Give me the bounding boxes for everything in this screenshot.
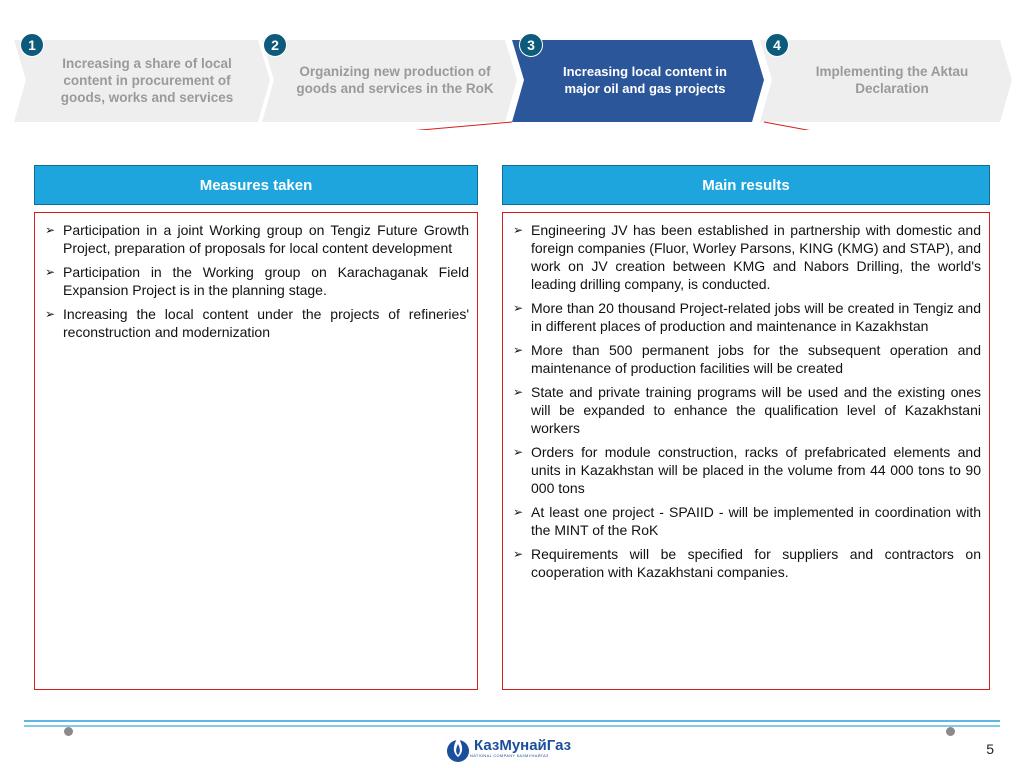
connector-line-right xyxy=(764,122,990,130)
arrow-bullet-icon: ➢ xyxy=(513,223,524,237)
arrow-bullet-icon: ➢ xyxy=(513,301,524,315)
results-header: Main results xyxy=(502,165,990,205)
footer-dot-left xyxy=(64,727,73,736)
results-item: ➢ Orders for module construction, racks of prefabricated elements and units in Kazakhstan will be placed in the volume from 44 000 tons to 90 000 tons xyxy=(513,444,981,496)
arrow-bullet-icon: ➢ xyxy=(45,307,56,321)
step-4-label: Implementing the Aktau Declaration xyxy=(815,64,969,96)
step-2-badge: 2 xyxy=(263,33,287,57)
measures-item: ➢ Participation in a joint Working group on Tengiz Future Growth Project, preparation of proposals for local content development xyxy=(45,222,469,256)
flame-drop-icon xyxy=(446,733,470,763)
arrow-bullet-icon: ➢ xyxy=(513,343,524,357)
logo-tagline: NATIONAL COMPANY КАЗМУНАЙГАЗ xyxy=(470,753,549,758)
results-item: ➢ More than 20 thousand Project-related jobs will be created in Tengiz and in different places of production and maintenance in Kazakhstan xyxy=(513,300,981,334)
arrow-bullet-icon: ➢ xyxy=(513,547,524,561)
measures-header: Measures taken xyxy=(34,165,478,205)
results-item: ➢ At least one project - SPAIID - will be implemented in coordination with the MINT of the RoK xyxy=(513,504,981,538)
measures-panel xyxy=(34,212,478,690)
step-1-badge: 1 xyxy=(20,33,44,57)
logo-name: КазМунайГаз xyxy=(474,737,572,754)
step-4-badge: 4 xyxy=(765,33,789,57)
results-list xyxy=(513,221,981,581)
connector-line-left xyxy=(34,122,512,130)
arrow-bullet-icon: ➢ xyxy=(45,223,56,237)
results-item: ➢ Engineering JV has been established in partnership with domestic and foreign companies (Fluor, Worley Parsons, KING (KMG) and STAP), and work on JV creation between KMG and Nabors Drilling, the world's leading drilling company, is conducted. xyxy=(513,222,981,292)
step-2-label: Organizing new production of goods and services in the RoK xyxy=(296,64,494,96)
results-item: ➢ Requirements will be specified for suppliers and contractors on cooperation with Kazakhstani companies. xyxy=(513,546,981,580)
arrow-bullet-icon: ➢ xyxy=(513,445,524,459)
footer-dot-right xyxy=(946,727,955,736)
results-panel xyxy=(502,212,990,690)
page-number: 5 xyxy=(986,741,994,757)
measures-item: ➢ Participation in the Working group on Karachaganak Field Expansion Project is in the planning stage. xyxy=(45,264,469,298)
results-item: ➢ State and private training programs will be used and the existing ones will be expanded to enhance the qualification level of Kazakhstani workers xyxy=(513,384,981,436)
arrow-bullet-icon: ➢ xyxy=(513,385,524,399)
step-1-label: Increasing a share of local content in procurement of goods, works and services xyxy=(60,55,234,105)
company-logo xyxy=(446,733,571,763)
arrow-bullet-icon: ➢ xyxy=(513,505,524,519)
measures-list xyxy=(45,221,469,341)
results-item: ➢ More than 500 permanent jobs for the subsequent operation and maintenance of production facilities will be created xyxy=(513,342,981,376)
step-3-label: Increasing local content in major oil and gas projects xyxy=(563,64,727,96)
measures-item: ➢ Increasing the local content under the projects of refineries' reconstruction and modernization xyxy=(45,306,469,340)
arrow-bullet-icon: ➢ xyxy=(45,265,56,279)
step-3-badge: 3 xyxy=(519,33,543,57)
